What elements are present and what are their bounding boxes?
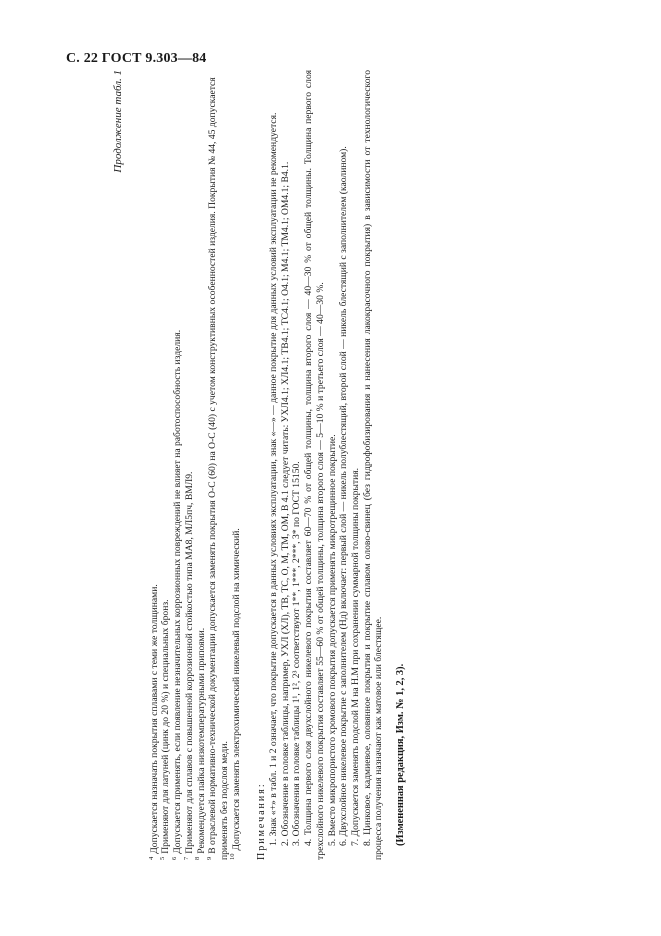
notes-heading: Примечания: <box>256 782 268 860</box>
note-item: 7. Допускается заменять подслой М на Н.М при сохранении суммарной толщины покрытия. <box>349 467 361 846</box>
note-item: 1. Знак «+» в табл. 1 и 2 означает, что покрытие допускается в данных условиях эксплуатации, знак «—» — данное покрытие для данных условий эксплуатации не рекомендуется. <box>268 112 280 846</box>
footnote-number: 5 <box>159 856 167 860</box>
note-item: 6. Двухслойное никелевое покрытие с заполнителем (Нд) включает: первый слой — никель полублестящий, второй слой — никель блестящий с заполнителем (каолином). <box>338 146 350 846</box>
footnote-number: 9 <box>206 856 214 860</box>
footnote-text: В отраслевой нормативно-технической документации допускается заменять покрытия О-С (60) на О-С (40) с учетом конструктивных особенностей изделия. Покрытия № 44, 45 допускается применять без подслоя меди. <box>207 77 230 860</box>
footnote-text: Применяют для латуней (цинк до 20 %) и специальных бронз. <box>160 599 172 854</box>
note-item: 2. Обозначение в головке таблицы, например, УХЛ (ХЛ), ТВ, ТС, О, М, ТМ, ОМ, В 4.1 следует читать: УХЛ4.1; ХЛ4.1; ТВ4.1; ТС4.1; О4.1; М4.1; ТМ4.1; ОМ4.1; В4.1. <box>279 161 291 846</box>
footnote-number: 8 <box>194 856 202 860</box>
note-item: 8. Цинковое, кадмиевое, оловянное покрытия и покрытие сплавом олово-свинец (без гидрофобизирования и нанесения лакокрасочного покрытия) в зависимости от технологического процесса получения назначают как матовое или блестящее. <box>361 70 385 860</box>
footnote-text: Рекомендуется пайка низкотемпературными припоями. <box>195 627 207 854</box>
note-item: 4. Толщина первого слоя двухслойного никелевого покрытия составляет 60—70 % от общей толщины, толщина второго слоя — 40—30 % от общей толщины. Толщина первого слоя трехслойного никелевого покрытия составляет 55—60 % от общей толщины, толщина второго слоя — 5—10 % и третьего слоя — 40—30 %. <box>303 70 326 860</box>
edition-note: (Измененная редакция, Изм. № 1, 2, 3). <box>395 663 407 846</box>
footnote-number: 7 <box>182 856 190 860</box>
footnote <box>172 70 184 860</box>
notes-list <box>268 70 385 860</box>
footnote-number: 4 <box>147 856 155 860</box>
footnote-text: Допускается заменять электрохимический никелевый подслой на химический. <box>230 528 242 851</box>
footnote-text: Допускается применять, если появление незначительных коррозионных повреждений не влияет на работоспособность изделия. <box>172 329 184 854</box>
footnote-text: Допускается назначать покрытия сплавами с теми же толщинами. <box>148 584 160 854</box>
footnotes-list <box>149 70 243 860</box>
note-item: 5. Вместо микропористого хромового покрытия допускается применять микротрещинное покрытие. <box>326 434 338 846</box>
table-continuation-label: Продолжение табл. 1 <box>112 70 124 173</box>
footnote <box>196 70 208 860</box>
page-header: С. 22 ГОСТ 9.303—84 <box>66 51 207 66</box>
footnote-number: 6 <box>170 856 178 860</box>
footnote-text: Применяют для сплавов с повышенной коррозионной стойкостью типа МА8, МЛ5пч, ВМЛ9. <box>183 471 195 854</box>
footnote <box>160 70 172 860</box>
note-item: 3. Обозначения в головке таблицы 1¹, 1², 2³ соответствуют 1**, 1***, 2***, 3* по ГОСТ 15150. <box>291 461 303 846</box>
footnote <box>207 70 230 860</box>
footnote <box>149 70 161 860</box>
footnote <box>231 70 243 860</box>
footnote <box>184 70 196 860</box>
rotated-content <box>113 70 623 860</box>
footnote-number: 10 <box>229 853 237 860</box>
